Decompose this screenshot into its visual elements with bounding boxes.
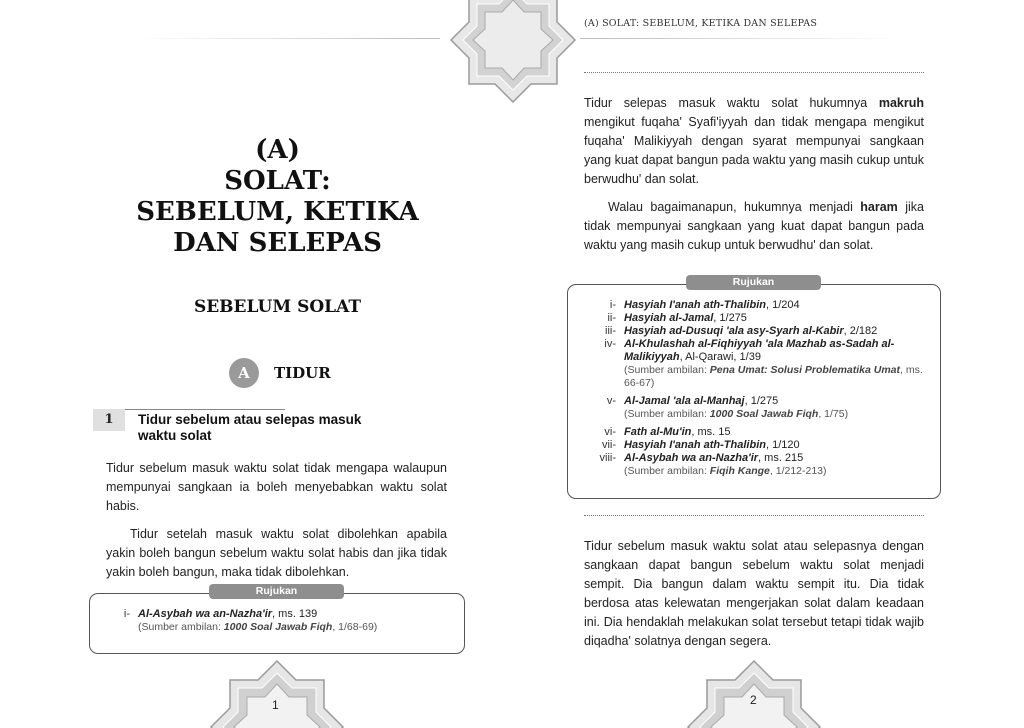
rujukan-tab-right: Rujukan [686, 275, 821, 290]
right-body-text-top [584, 94, 924, 264]
chapter-title-line: SOLAT: [224, 166, 331, 196]
paragraph: Tidur sebelum masuk waktu solat tidak mengapa walaupun mempunyai sangkaan ia boleh menyebabkan waktu solat habis. [106, 461, 447, 513]
paragraph: Tidur sebelum masuk waktu solat atau selepasnya dengan sangkaan dapat bangun sebelum waktu solat menjadi sempit. Dia bangun dalam waktu sempit itu. Dia tidak berdosa atas kelewatan mengerjakan solat dalam keadaan ini. Dia hendaklah melakukan solat tersebut tetapi tidak wajib diqadha' solatnya dengan segera. [584, 539, 924, 648]
paragraph: Tidur selepas masuk waktu solat hukumnya makruh mengikut fuqaha' Syafi'iyyah dan tidak mengapa mengikut fuqaha' Malikiyyah dengan syarat mempunyai sangkaan yang kuat dapat bangun pada waktu yang masih cukup untuk berwudhu' dan solat. [584, 96, 924, 186]
paragraph: Tidur setelah masuk waktu solat dibolehkan apabila yakin boleh bangun sebelum waktu solat habis dan jika tidak yakin boleh bangun, maka tidak dibolehkan. [106, 527, 447, 579]
chapter-title [100, 135, 455, 259]
header-rule-right [580, 38, 900, 39]
left-body-text [106, 459, 447, 591]
rujukan-item-detail: , ms. 139 [272, 608, 318, 620]
dotted-rule-middle [584, 515, 924, 516]
rujukan-item: i- Hasyiah I'anah ath-Thalibin, 1/204 [609, 299, 800, 311]
rujukan-source: (Sumber ambilan: Pena Umat: Solusi Problematika Umat, ms. 66-67) [624, 364, 923, 389]
rujukan-tab-left: Rujukan [209, 584, 344, 599]
rujukan-item-number: i- [123, 608, 130, 620]
star-ornament-bottom-left [205, 655, 349, 728]
rujukan-item: ii- Hasyiah al-Jamal, 1/275 [607, 312, 747, 324]
rujukan-list-right [590, 299, 930, 478]
emphasis-haram: haram [860, 200, 898, 214]
emphasis-makruh: makruh [878, 96, 924, 110]
rujukan-item: iii- Hasyiah ad-Dusuqi 'ala asy-Syarh al-Kabir, 2/182 [605, 325, 878, 337]
chapter-title-line: SEBELUM, KETIKA [136, 197, 419, 227]
rujukan-item: viii- Al-Asybah wa an-Nazha'ir, ms. 215 (Sumber ambilan: Fiqih Kange, 1/212-213) [590, 452, 930, 478]
paragraph: Walau bagaimanapun, hukumnya menjadi haram jika tidak mempunyai sangkaan yang kuat dapat bangun pada waktu yang masih cukup untuk berwudhu' dan solat. [584, 200, 924, 252]
chapter-title-line: DAN SELEPAS [173, 228, 382, 258]
page-number-left: 1 [272, 698, 279, 712]
rujukan-list-left [104, 608, 454, 634]
topic-label: TIDUR [274, 364, 331, 382]
section-title: SEBELUM SOLAT [193, 297, 362, 317]
chapter-title-line: (A) [255, 135, 300, 165]
rujukan-item: v- Al-Jamal 'ala al-Manhaj, 1/275 (Sumber ambilan: 1000 Soal Jawab Fiqh, 1/75) [590, 395, 930, 421]
page-number-right: 2 [750, 693, 757, 707]
subsection-number: 1 [93, 409, 125, 431]
rujukan-source: (Sumber ambilan: Fiqih Kange, 1/212-213) [624, 465, 827, 477]
rujukan-source: (Sumber ambilan: 1000 Soal Jawab Fiqh, 1/68-69) [138, 621, 378, 633]
subsection-title: Tidur sebelum atau selepas masuk waktu solat [138, 412, 362, 443]
star-ornament-top [446, 0, 580, 106]
rujukan-item-title: Al-Asybah wa an-Nazha'ir [138, 608, 273, 620]
rujukan-source: (Sumber ambilan: 1000 Soal Jawab Fiqh, 1/75) [624, 408, 849, 420]
rujukan-item: vi- Fath al-Mu'in, ms. 15 [604, 426, 731, 438]
topic-badge: A [229, 358, 259, 388]
right-body-text-bottom [584, 537, 924, 660]
rujukan-item: iv- Al-Khulashah al-Fiqhiyyah 'ala Mazhab as-Sadah al-Malikiyyah, Al-Qarawi, 1/39 (Sumber ambilan: Pena Umat: Solusi Problematika Umat, ms. 66-67) [590, 338, 930, 390]
header-rule-left [140, 38, 440, 39]
rujukan-item: vii- Hasyiah I'anah ath-Thalibin, 1/120 [601, 439, 800, 451]
star-ornament-bottom-right [682, 655, 826, 728]
rujukan-item [104, 608, 454, 634]
subsection-rule [125, 409, 285, 410]
dotted-rule-top [584, 72, 924, 73]
running-head: (A) SOLAT: SEBELUM, KETIKA DAN SELEPAS [584, 18, 818, 29]
